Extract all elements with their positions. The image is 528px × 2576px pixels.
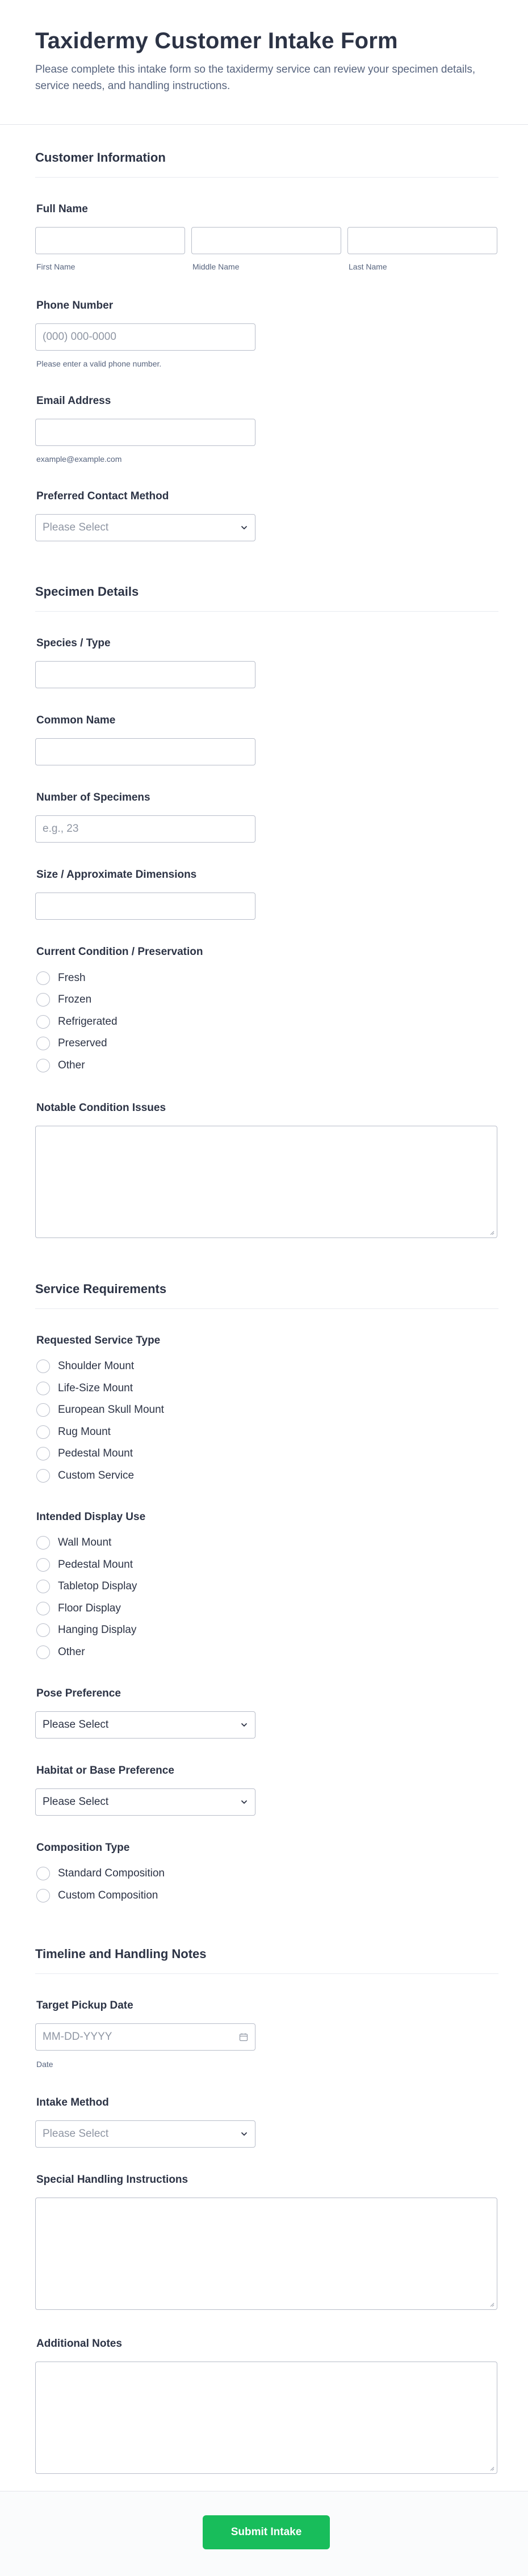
radio-label: Shoulder Mount <box>58 1360 135 1372</box>
radio-option[interactable] <box>36 1447 133 1460</box>
calendar-icon[interactable] <box>239 2032 248 2042</box>
radio-label: Tabletop Display <box>58 1580 137 1592</box>
pickup-date-sublabel: Date <box>36 2060 53 2069</box>
radio-circle[interactable] <box>36 1889 50 1902</box>
pickup-date-placeholder: MM-DD-YYYY <box>43 2031 112 2043</box>
condition-label: Current Condition / Preservation <box>36 946 203 958</box>
radio-label: Other <box>58 1059 85 1071</box>
resize-grip-icon[interactable] <box>489 2465 495 2471</box>
radio-circle[interactable] <box>36 1037 50 1050</box>
phone-input[interactable] <box>35 323 255 351</box>
radio-label: Custom Service <box>58 1470 135 1481</box>
resize-grip-icon[interactable] <box>489 1230 495 1235</box>
radio-label: Hanging Display <box>58 1624 137 1636</box>
phone-hint: Please enter a valid phone number. <box>36 359 162 368</box>
radio-label: Preserved <box>58 1037 107 1049</box>
section-divider <box>35 177 498 178</box>
last-name-sublabel: Last Name <box>349 262 387 271</box>
radio-option[interactable] <box>36 1469 134 1483</box>
radio-circle[interactable] <box>36 1447 50 1460</box>
pose-label: Pose Preference <box>36 1687 121 1699</box>
radio-label: Pedestal Mount <box>58 1559 133 1571</box>
resize-grip-icon[interactable] <box>489 2301 495 2307</box>
chevron-down-icon <box>240 1798 248 1806</box>
num-specimens-placeholder: e.g., 23 <box>43 823 79 835</box>
species-input[interactable] <box>35 661 255 688</box>
middle-name-input[interactable] <box>191 227 341 254</box>
radio-option[interactable] <box>36 1015 118 1029</box>
email-input[interactable] <box>35 419 255 446</box>
radio-label: Floor Display <box>58 1602 121 1614</box>
condition-issues-textarea[interactable] <box>35 1126 497 1238</box>
common-name-input[interactable] <box>35 738 255 765</box>
additional-notes-textarea[interactable] <box>35 2362 497 2474</box>
radio-option[interactable] <box>36 1059 85 1072</box>
radio-circle[interactable] <box>36 1558 50 1572</box>
radio-label: Standard Composition <box>58 1867 165 1879</box>
radio-circle[interactable] <box>36 1867 50 1880</box>
email-hint: example@example.com <box>36 454 122 464</box>
service-type-label: Requested Service Type <box>36 1335 161 1346</box>
last-name-input[interactable] <box>347 227 497 254</box>
section-title-service: Service Requirements <box>35 1282 167 1296</box>
contact-method-value: Please Select <box>43 521 109 533</box>
radio-circle[interactable] <box>36 1580 50 1593</box>
radio-option[interactable] <box>36 1602 121 1615</box>
middle-name-sublabel: Middle Name <box>192 262 240 271</box>
habitat-value: Please Select <box>43 1796 109 1808</box>
radio-option[interactable] <box>36 1623 136 1637</box>
pickup-date-input[interactable] <box>35 2023 255 2051</box>
phone-placeholder: (000) 000-0000 <box>43 331 116 343</box>
chevron-down-icon <box>240 524 248 532</box>
radio-option[interactable] <box>36 1580 137 1593</box>
composition-label: Composition Type <box>36 1842 130 1854</box>
radio-option[interactable] <box>36 993 91 1007</box>
radio-option[interactable] <box>36 1536 111 1550</box>
radio-label: Custom Composition <box>58 1889 158 1901</box>
radio-circle[interactable] <box>36 1403 50 1417</box>
contact-method-select[interactable] <box>35 514 255 541</box>
radio-circle[interactable] <box>36 1425 50 1439</box>
num-specimens-input[interactable] <box>35 815 255 843</box>
common-name-label: Common Name <box>36 714 116 726</box>
radio-option[interactable] <box>36 1558 133 1572</box>
submit-button[interactable]: Submit Intake <box>203 2515 330 2549</box>
radio-circle[interactable] <box>36 1059 50 1072</box>
radio-circle[interactable] <box>36 1645 50 1659</box>
radio-option[interactable] <box>36 1359 134 1373</box>
radio-option[interactable] <box>36 1645 85 1659</box>
radio-circle[interactable] <box>36 1469 50 1483</box>
radio-label: European Skull Mount <box>58 1404 164 1416</box>
pose-value: Please Select <box>43 1719 109 1731</box>
section-title-timeline: Timeline and Handling Notes <box>35 1947 207 1961</box>
first-name-input[interactable] <box>35 227 185 254</box>
radio-circle[interactable] <box>36 1359 50 1373</box>
radio-label: Frozen <box>58 994 92 1005</box>
radio-label: Wall Mount <box>58 1537 112 1548</box>
special-handling-label: Special Handling Instructions <box>36 2174 188 2186</box>
email-label: Email Address <box>36 395 111 407</box>
section-divider <box>35 1973 498 1974</box>
radio-label: Pedestal Mount <box>58 1447 133 1459</box>
radio-option[interactable] <box>36 1889 158 1902</box>
radio-label: Other <box>58 1646 85 1658</box>
radio-label: Rug Mount <box>58 1426 111 1438</box>
radio-option[interactable] <box>36 1867 165 1880</box>
radio-circle[interactable] <box>36 1536 50 1550</box>
radio-option[interactable] <box>36 1037 107 1050</box>
condition-issues-label: Notable Condition Issues <box>36 1102 166 1114</box>
display-use-label: Intended Display Use <box>36 1511 146 1523</box>
additional-notes-label: Additional Notes <box>36 2338 122 2350</box>
size-label: Size / Approximate Dimensions <box>36 869 197 881</box>
full-name-label: Full Name <box>36 203 88 215</box>
radio-option[interactable] <box>36 1403 164 1417</box>
radio-circle[interactable] <box>36 1015 50 1029</box>
num-specimens-label: Number of Specimens <box>36 792 150 803</box>
section-divider <box>35 1308 498 1309</box>
habitat-select[interactable] <box>35 1788 255 1816</box>
intake-method-value: Please Select <box>43 2128 109 2140</box>
special-handling-textarea[interactable] <box>35 2198 497 2310</box>
radio-option[interactable] <box>36 1382 133 1395</box>
contact-method-label: Preferred Contact Method <box>36 490 169 502</box>
form-description: Please complete this intake form so the taxidermy service can review your specimen details, service needs, and handling instructions. <box>35 64 476 92</box>
radio-circle[interactable] <box>36 1602 50 1615</box>
radio-circle[interactable] <box>36 993 50 1007</box>
radio-circle[interactable] <box>36 971 50 985</box>
section-title-specimen: Specimen Details <box>35 584 139 599</box>
radio-option[interactable] <box>36 971 86 985</box>
phone-label: Phone Number <box>36 300 114 312</box>
radio-circle[interactable] <box>36 1382 50 1395</box>
species-label: Species / Type <box>36 637 111 649</box>
radio-option[interactable] <box>36 1425 111 1439</box>
section-title-customer: Customer Information <box>35 150 166 165</box>
radio-label: Refrigerated <box>58 1016 118 1028</box>
size-input[interactable] <box>35 893 255 920</box>
form-title: Taxidermy Customer Intake Form <box>35 28 398 53</box>
chevron-down-icon <box>240 1721 248 1729</box>
radio-label: Life-Size Mount <box>58 1382 133 1394</box>
header-divider <box>0 124 528 125</box>
habitat-label: Habitat or Base Preference <box>36 1765 174 1777</box>
pose-select[interactable] <box>35 1711 255 1739</box>
intake-method-label: Intake Method <box>36 2097 109 2108</box>
intake-method-select[interactable] <box>35 2120 255 2148</box>
radio-circle[interactable] <box>36 1623 50 1637</box>
first-name-sublabel: First Name <box>36 262 76 271</box>
radio-label: Fresh <box>58 972 86 984</box>
section-divider <box>35 611 498 612</box>
chevron-down-icon <box>240 2130 248 2138</box>
pickup-date-label: Target Pickup Date <box>36 2000 133 2011</box>
